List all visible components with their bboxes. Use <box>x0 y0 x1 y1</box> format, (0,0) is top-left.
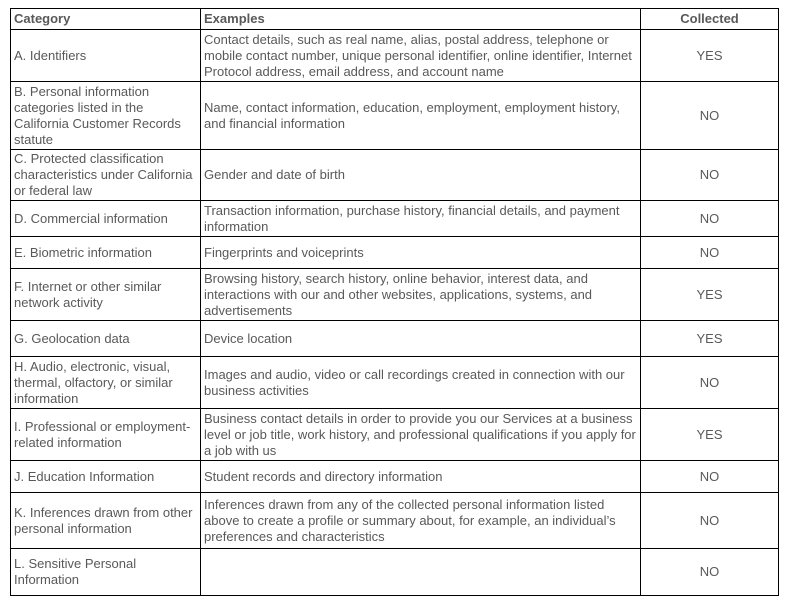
examples-cell <box>201 549 641 596</box>
examples-cell: Images and audio, video or call recordings created in connection with our business activities <box>201 357 641 409</box>
category-cell: J. Education Information <box>11 461 201 493</box>
collected-cell: NO <box>641 357 779 409</box>
table-row-identifiers <box>11 30 779 82</box>
category-cell: E. Biometric information <box>11 237 201 269</box>
collected-cell: YES <box>641 409 779 461</box>
table-row-biometric-information <box>11 237 779 269</box>
collected-cell: YES <box>641 321 779 357</box>
table-row-commercial-information <box>11 201 779 237</box>
category-cell: G. Geolocation data <box>11 321 201 357</box>
table-row-internet-activity <box>11 269 779 321</box>
examples-cell: Fingerprints and voiceprints <box>201 237 641 269</box>
category-cell: D. Commercial information <box>11 201 201 237</box>
column-header-collected: Collected <box>641 9 779 30</box>
collected-cell: NO <box>641 461 779 493</box>
collected-cell: NO <box>641 82 779 150</box>
examples-cell: Contact details, such as real name, alias, postal address, telephone or mobile contact number, unique personal identifier, online identifier, Internet Protocol address, email address, and account name <box>201 30 641 82</box>
category-cell: F. Internet or other similar network activity <box>11 269 201 321</box>
examples-cell: Business contact details in order to provide you our Services at a business level or job title, work history, and professional qualifications if you apply for a job with us <box>201 409 641 461</box>
collected-cell: NO <box>641 201 779 237</box>
examples-cell: Inferences drawn from any of the collected personal information listed above to create a profile or summary about, for example, an individual’s preferences and characteristics <box>201 493 641 549</box>
table-row-audio-visual <box>11 357 779 409</box>
table-row-personal-info-categories <box>11 82 779 150</box>
table-row-protected-classification <box>11 150 779 201</box>
personal-information-categories-table <box>10 8 779 596</box>
collected-cell: YES <box>641 30 779 82</box>
collected-cell: NO <box>641 150 779 201</box>
table-row-education-information <box>11 461 779 493</box>
examples-cell: Device location <box>201 321 641 357</box>
table-row-sensitive-personal-information <box>11 549 779 596</box>
collected-cell: NO <box>641 237 779 269</box>
collected-cell: YES <box>641 269 779 321</box>
category-cell: I. Professional or employment-related information <box>11 409 201 461</box>
column-header-category: Category <box>11 9 201 30</box>
category-cell: A. Identifiers <box>11 30 201 82</box>
examples-cell: Gender and date of birth <box>201 150 641 201</box>
table-row-inferences <box>11 493 779 549</box>
column-header-examples: Examples <box>201 9 641 30</box>
examples-cell: Transaction information, purchase history, financial details, and payment information <box>201 201 641 237</box>
category-cell: C. Protected classification characteristics under California or federal law <box>11 150 201 201</box>
table-header-row <box>11 9 779 30</box>
table-row-professional-information <box>11 409 779 461</box>
table-row-geolocation-data <box>11 321 779 357</box>
category-cell: B. Personal information categories listed in the California Customer Records statute <box>11 82 201 150</box>
category-cell: H. Audio, electronic, visual, thermal, olfactory, or similar information <box>11 357 201 409</box>
examples-cell: Student records and directory information <box>201 461 641 493</box>
collected-cell: NO <box>641 549 779 596</box>
category-cell: L. Sensitive Personal Information <box>11 549 201 596</box>
examples-cell: Browsing history, search history, online behavior, interest data, and interactions with our and other websites, applications, systems, and advertisements <box>201 269 641 321</box>
examples-cell: Name, contact information, education, employment, employment history, and financial information <box>201 82 641 150</box>
collected-cell: NO <box>641 493 779 549</box>
category-cell: K. Inferences drawn from other personal information <box>11 493 201 549</box>
